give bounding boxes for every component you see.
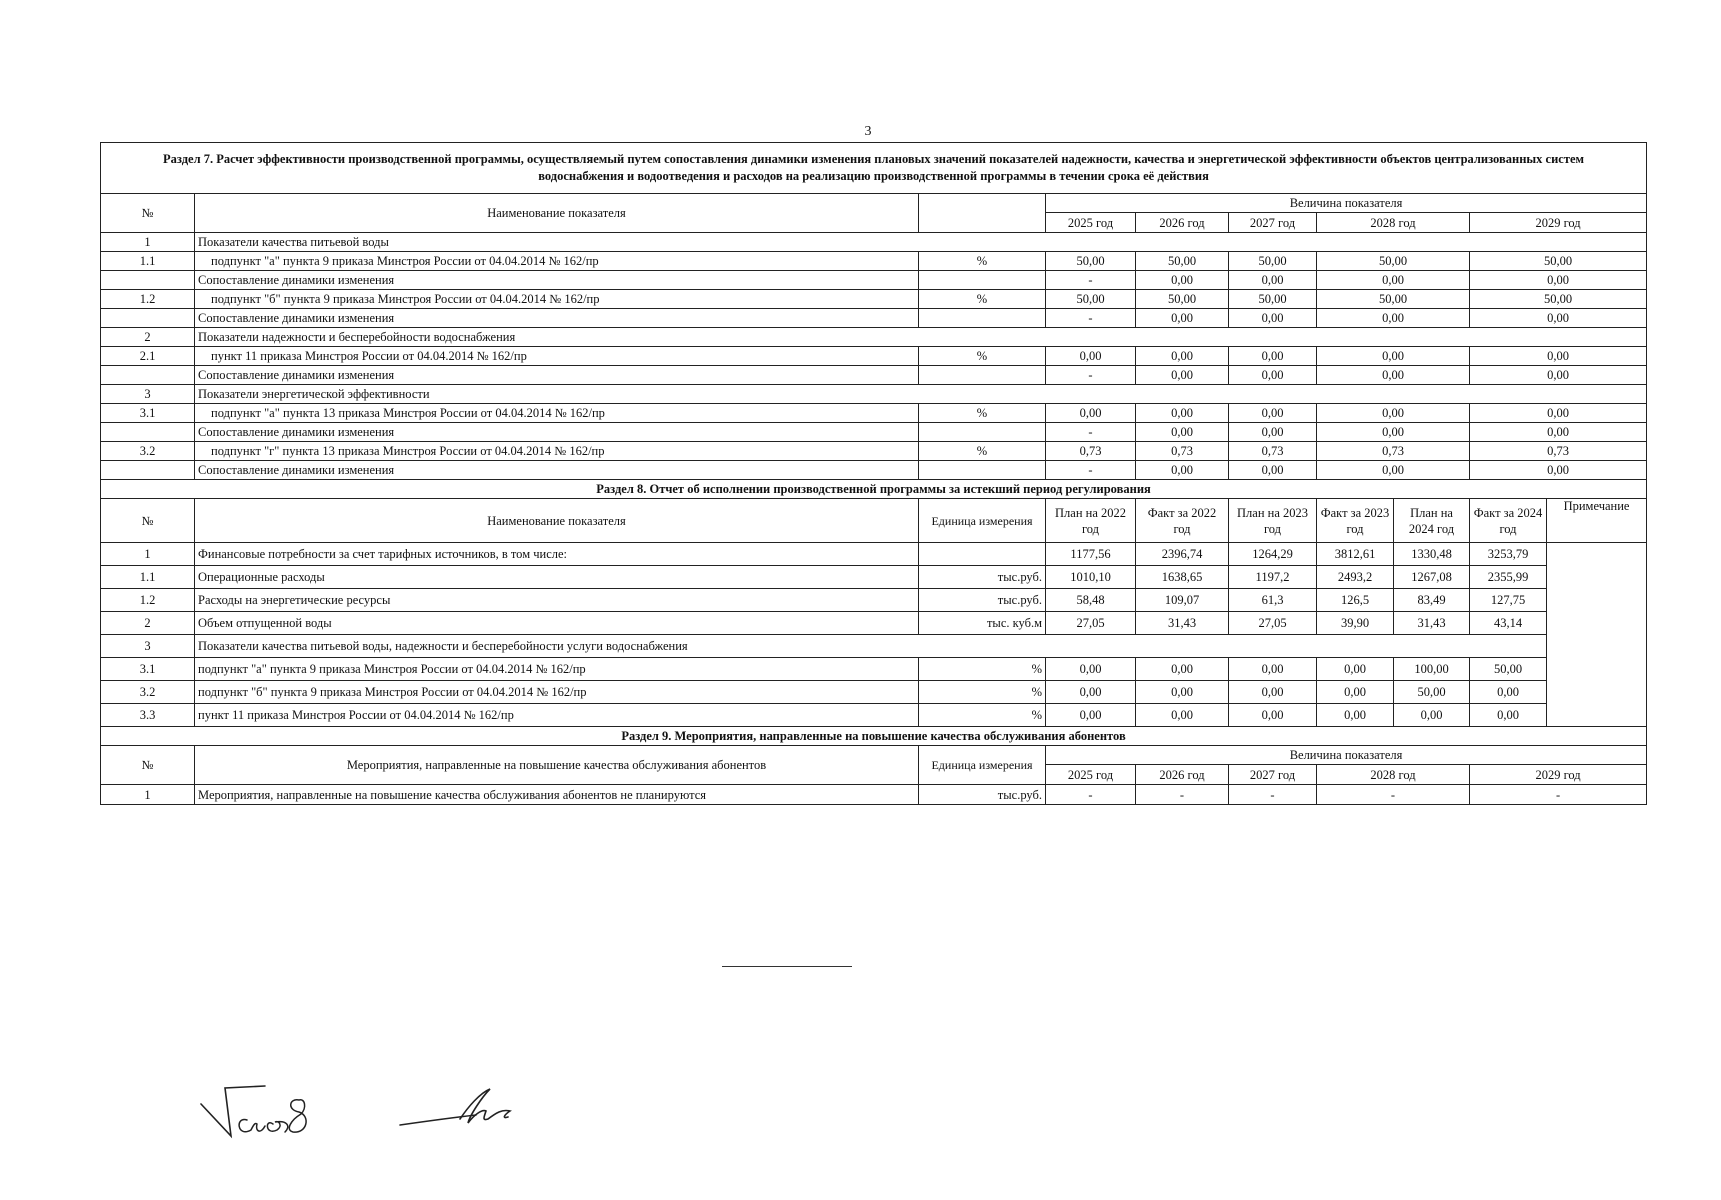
value-cell: 50,00: [1317, 290, 1470, 309]
value-cell: 0,00: [1046, 681, 1136, 704]
row-name: Объем отпущенной воды: [195, 612, 919, 635]
col-header-no: №: [101, 746, 195, 785]
col-header-unit: Единица измерения: [919, 499, 1046, 543]
row-number: [101, 423, 195, 442]
row-unit: [919, 423, 1046, 442]
value-cell: 0,00: [1470, 271, 1647, 290]
row-name: Сопоставление динамики изменения: [195, 461, 919, 480]
value-cell: 0,00: [1229, 681, 1317, 704]
col-header-year: 2025 год: [1046, 213, 1136, 233]
value-cell: 0,00: [1317, 309, 1470, 328]
row-name: Сопоставление динамики изменения: [195, 366, 919, 385]
value-cell: 50,00: [1136, 252, 1229, 271]
value-cell: 0,00: [1136, 704, 1229, 727]
value-cell: 39,90: [1317, 612, 1394, 635]
row-number: 1.1: [101, 566, 195, 589]
value-cell: -: [1046, 461, 1136, 480]
row-unit: %: [919, 658, 1046, 681]
row-name: подпункт "а" пункта 13 приказа Минстроя России от 04.04.2014 № 162/пр: [195, 404, 919, 423]
value-cell: 1197,2: [1229, 566, 1317, 589]
row-name: пункт 11 приказа Минстроя России от 04.04.2014 № 162/пр: [195, 704, 919, 727]
value-cell: 0,00: [1229, 404, 1317, 423]
value-cell: 0,00: [1229, 461, 1317, 480]
row-unit: тыс.руб.: [919, 589, 1046, 612]
row-unit: [919, 461, 1046, 480]
value-cell: 50,00: [1470, 658, 1547, 681]
table-row: [101, 681, 1647, 704]
value-cell: 0,73: [1317, 442, 1470, 461]
row-number: 2.1: [101, 347, 195, 366]
value-cell: 0,00: [1136, 658, 1229, 681]
value-cell: -: [1046, 366, 1136, 385]
col-header-unit: Единица измерения: [919, 746, 1046, 785]
value-cell: 0,00: [1136, 347, 1229, 366]
table-row: [101, 233, 1647, 252]
value-cell: 0,00: [1317, 347, 1470, 366]
value-cell: 0,00: [1317, 423, 1470, 442]
col-header-value: Величина показателя: [1046, 194, 1647, 213]
col-header-no: №: [101, 194, 195, 233]
value-cell: 0,00: [1136, 366, 1229, 385]
value-cell: 1638,65: [1136, 566, 1229, 589]
row-number: 3.1: [101, 658, 195, 681]
value-cell: 50,00: [1229, 290, 1317, 309]
col-header-no: №: [101, 499, 195, 543]
value-cell: 58,48: [1046, 589, 1136, 612]
row-name: подпункт "а" пункта 9 приказа Минстроя России от 04.04.2014 № 162/пр: [195, 658, 919, 681]
value-cell: 0,00: [1229, 309, 1317, 328]
row-unit: тыс.руб.: [919, 785, 1046, 805]
value-cell: 2396,74: [1136, 543, 1229, 566]
row-name: Показатели надежности и бесперебойности водоснабжения: [195, 328, 1647, 347]
table-row: [101, 404, 1647, 423]
value-cell: 0,00: [1470, 704, 1547, 727]
value-cell: 50,00: [1229, 252, 1317, 271]
value-cell: 27,05: [1229, 612, 1317, 635]
table-row: [101, 309, 1647, 328]
row-number: [101, 309, 195, 328]
row-unit: [919, 309, 1046, 328]
row-name: Показатели качества питьевой воды: [195, 233, 1647, 252]
value-cell: 0,00: [1136, 423, 1229, 442]
value-cell: 0,00: [1470, 404, 1647, 423]
value-cell: 0,00: [1229, 366, 1317, 385]
value-cell: 0,00: [1136, 309, 1229, 328]
value-cell: 0,00: [1229, 658, 1317, 681]
value-cell: 0,73: [1229, 442, 1317, 461]
value-cell: 0,00: [1317, 704, 1394, 727]
value-cell: 0,73: [1136, 442, 1229, 461]
value-cell: -: [1229, 785, 1317, 805]
row-unit: тыс. куб.м: [919, 612, 1046, 635]
value-cell: 0,00: [1229, 271, 1317, 290]
table-row: [101, 423, 1647, 442]
report-table: [100, 142, 1647, 805]
row-unit: %: [919, 442, 1046, 461]
col-header-name: Наименование показателя: [195, 194, 919, 233]
value-cell: -: [1046, 423, 1136, 442]
value-cell: 0,00: [1136, 404, 1229, 423]
value-cell: 0,00: [1046, 404, 1136, 423]
row-name: Показатели качества питьевой воды, надежности и бесперебойности услуги водоснабжения: [195, 635, 1547, 658]
table-row: [101, 252, 1647, 271]
value-cell: 50,00: [1394, 681, 1470, 704]
handwritten-signature-1: [195, 1080, 355, 1150]
col-header-plan-2023: План на 2023 год: [1229, 499, 1317, 543]
row-number: 3.2: [101, 681, 195, 704]
handwritten-signature-2: [398, 1085, 528, 1135]
section7-header-row-1: [101, 194, 1647, 213]
section9-header-row-1: [101, 746, 1647, 765]
row-number: 1.2: [101, 589, 195, 612]
row-number: 3.2: [101, 442, 195, 461]
row-name: Мероприятия, направленные на повышение качества обслуживания абонентов не планируются: [195, 785, 919, 805]
row-number: 2: [101, 612, 195, 635]
row-unit: %: [919, 290, 1046, 309]
table-row: [101, 328, 1647, 347]
value-cell: 83,49: [1394, 589, 1470, 612]
value-cell: 61,3: [1229, 589, 1317, 612]
row-name: Сопоставление динамики изменения: [195, 423, 919, 442]
value-cell: 0,00: [1317, 366, 1470, 385]
row-number: 1: [101, 785, 195, 805]
col-header-plan-2022: План на 2022 год: [1046, 499, 1136, 543]
value-cell: 0,73: [1046, 442, 1136, 461]
table-row: [101, 290, 1647, 309]
section8-title-row: [101, 480, 1647, 499]
value-cell: 1330,48: [1394, 543, 1470, 566]
col-header-fact-2022: Факт за 2022 год: [1136, 499, 1229, 543]
value-cell: 0,00: [1317, 681, 1394, 704]
value-cell: 1264,29: [1229, 543, 1317, 566]
value-cell: 0,00: [1046, 347, 1136, 366]
row-name: Операционные расходы: [195, 566, 919, 589]
table-row: [101, 589, 1647, 612]
col-header-year: 2028 год: [1317, 765, 1470, 785]
value-cell: 0,00: [1136, 271, 1229, 290]
value-cell: 0,00: [1470, 681, 1547, 704]
row-unit: %: [919, 347, 1046, 366]
value-cell: 127,75: [1470, 589, 1547, 612]
value-cell: 31,43: [1394, 612, 1470, 635]
value-cell: 0,00: [1470, 423, 1647, 442]
section8-header-row: [101, 499, 1647, 543]
row-name: подпункт "б" пункта 9 приказа Минстроя России от 04.04.2014 № 162/пр: [195, 681, 919, 704]
table-row: [101, 385, 1647, 404]
table-row: [101, 785, 1647, 805]
note-cell: [1547, 543, 1647, 727]
col-header-plan-2024: План на 2024 год: [1394, 499, 1470, 543]
row-number: 2: [101, 328, 195, 347]
table-row: [101, 543, 1647, 566]
value-cell: 3253,79: [1470, 543, 1547, 566]
value-cell: 0,00: [1046, 704, 1136, 727]
col-header-year: 2027 год: [1229, 765, 1317, 785]
value-cell: 0,00: [1046, 658, 1136, 681]
col-header-year: 2029 год: [1470, 213, 1647, 233]
value-cell: 0,00: [1317, 271, 1470, 290]
col-header-year: 2026 год: [1136, 765, 1229, 785]
value-cell: 0,00: [1317, 461, 1470, 480]
col-header-value: Величина показателя: [1046, 746, 1647, 765]
value-cell: 126,5: [1317, 589, 1394, 612]
col-header-fact-2023: Факт за 2023 год: [1317, 499, 1394, 543]
table-row: [101, 366, 1647, 385]
value-cell: 0,00: [1317, 658, 1394, 681]
row-name: Расходы на энергетические ресурсы: [195, 589, 919, 612]
value-cell: 0,00: [1470, 366, 1647, 385]
col-header-year: 2028 год: [1317, 213, 1470, 233]
row-unit: %: [919, 704, 1046, 727]
col-header-fact-2024: Факт за 2024 год: [1470, 499, 1547, 543]
row-number: 1: [101, 543, 195, 566]
value-cell: 3812,61: [1317, 543, 1394, 566]
row-name: подпункт "б" пункта 9 приказа Минстроя России от 04.04.2014 № 162/пр: [195, 290, 919, 309]
value-cell: 1010,10: [1046, 566, 1136, 589]
row-unit: [919, 366, 1046, 385]
row-number: 1.1: [101, 252, 195, 271]
table-row: [101, 635, 1647, 658]
value-cell: 100,00: [1394, 658, 1470, 681]
value-cell: 0,00: [1394, 704, 1470, 727]
table-row: [101, 442, 1647, 461]
value-cell: 0,00: [1470, 347, 1647, 366]
row-unit: %: [919, 681, 1046, 704]
section9-title-row: [101, 727, 1647, 746]
value-cell: 2493,2: [1317, 566, 1394, 589]
row-unit: %: [919, 252, 1046, 271]
table-row: [101, 612, 1647, 635]
value-cell: 43,14: [1470, 612, 1547, 635]
value-cell: 50,00: [1136, 290, 1229, 309]
value-cell: -: [1046, 271, 1136, 290]
section7-title: Раздел 7. Расчет эффективности производственной программы, осуществляемый путем сопоставления динамики изменения плановых значений показателей надежности, качества и энергетической эффективности объектов централизованных систем водоснабжения и водоотведения и расходов на реализацию производственной программы в течении срока её действия: [101, 143, 1647, 194]
row-name: пункт 11 приказа Минстроя России от 04.04.2014 № 162/пр: [195, 347, 919, 366]
value-cell: -: [1470, 785, 1647, 805]
row-unit: [919, 543, 1046, 566]
row-unit: тыс.руб.: [919, 566, 1046, 589]
value-cell: 27,05: [1046, 612, 1136, 635]
row-name: Показатели энергетической эффективности: [195, 385, 1647, 404]
value-cell: 50,00: [1046, 252, 1136, 271]
value-cell: 50,00: [1470, 290, 1647, 309]
table-row: [101, 704, 1647, 727]
page-divider: [722, 966, 852, 967]
row-number: [101, 461, 195, 480]
value-cell: 0,00: [1470, 461, 1647, 480]
row-number: [101, 366, 195, 385]
section8-title: Раздел 8. Отчет об исполнении производственной программы за истекший период регулирования: [101, 480, 1647, 499]
table-row: [101, 658, 1647, 681]
row-number: 1.2: [101, 290, 195, 309]
value-cell: 50,00: [1046, 290, 1136, 309]
row-name: подпункт "а" пункта 9 приказа Минстроя России от 04.04.2014 № 162/пр: [195, 252, 919, 271]
row-number: 3: [101, 385, 195, 404]
value-cell: 31,43: [1136, 612, 1229, 635]
col-header-year: 2027 год: [1229, 213, 1317, 233]
section9-title: Раздел 9. Мероприятия, направленные на повышение качества обслуживания абонентов: [101, 727, 1647, 746]
table-row: [101, 566, 1647, 589]
row-number: 3.1: [101, 404, 195, 423]
row-name: Финансовые потребности за счет тарифных источников, в том числе:: [195, 543, 919, 566]
page-number: 3: [864, 124, 872, 139]
report-sheet: [100, 142, 1646, 805]
table-row: [101, 347, 1647, 366]
value-cell: -: [1136, 785, 1229, 805]
value-cell: 50,00: [1317, 252, 1470, 271]
col-header-year: 2029 год: [1470, 765, 1647, 785]
value-cell: 0,73: [1470, 442, 1647, 461]
value-cell: 0,00: [1136, 681, 1229, 704]
row-number: [101, 271, 195, 290]
value-cell: 1267,08: [1394, 566, 1470, 589]
row-number: 1: [101, 233, 195, 252]
value-cell: -: [1046, 309, 1136, 328]
value-cell: 0,00: [1136, 461, 1229, 480]
value-cell: -: [1046, 785, 1136, 805]
table-row: [101, 271, 1647, 290]
value-cell: 0,00: [1229, 423, 1317, 442]
row-number: 3.3: [101, 704, 195, 727]
row-name: подпункт "г" пункта 13 приказа Минстроя России от 04.04.2014 № 162/пр: [195, 442, 919, 461]
row-name: Сопоставление динамики изменения: [195, 309, 919, 328]
value-cell: 2355,99: [1470, 566, 1547, 589]
col-header-year: 2026 год: [1136, 213, 1229, 233]
value-cell: 109,07: [1136, 589, 1229, 612]
section7-title-row: [101, 143, 1647, 194]
col-header-year: 2025 год: [1046, 765, 1136, 785]
table-row: [101, 461, 1647, 480]
col-header-note: Примечание: [1547, 499, 1647, 543]
col-header-unit-empty: [919, 194, 1046, 233]
value-cell: 1177,56: [1046, 543, 1136, 566]
col-header-name: Наименование показателя: [195, 499, 919, 543]
value-cell: 0,00: [1470, 309, 1647, 328]
row-unit: %: [919, 404, 1046, 423]
value-cell: 0,00: [1317, 404, 1470, 423]
row-unit: [919, 271, 1046, 290]
row-name: Сопоставление динамики изменения: [195, 271, 919, 290]
col-header-name: Мероприятия, направленные на повышение качества обслуживания абонентов: [195, 746, 919, 785]
value-cell: 0,00: [1229, 704, 1317, 727]
value-cell: -: [1317, 785, 1470, 805]
row-number: 3: [101, 635, 195, 658]
value-cell: 50,00: [1470, 252, 1647, 271]
value-cell: 0,00: [1229, 347, 1317, 366]
